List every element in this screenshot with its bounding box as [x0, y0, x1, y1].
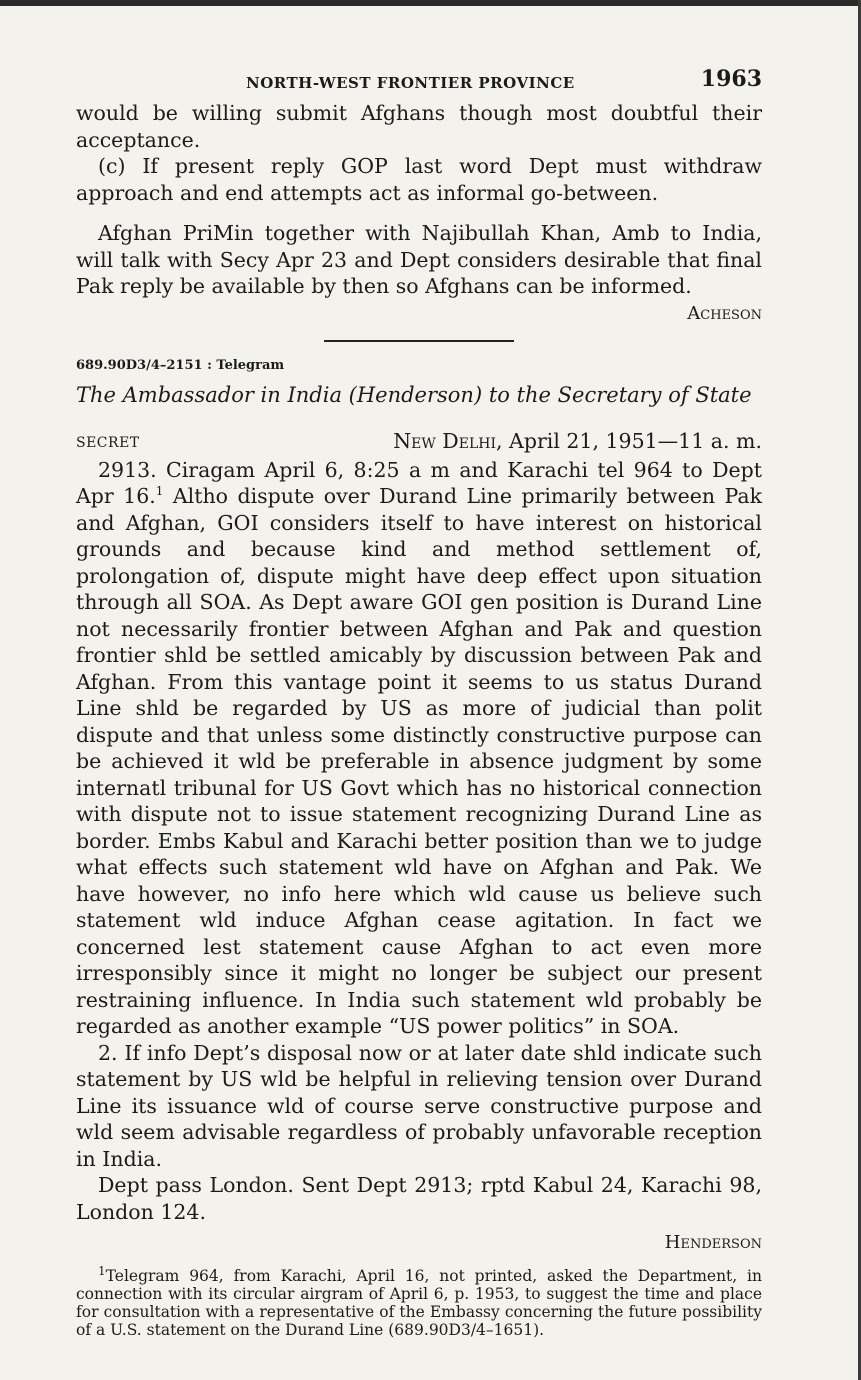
scan-top-edge	[0, 0, 861, 6]
body-paragraph-2: 2. If info Dept’s disposal now or at later date shld indicate such statement by US wld be helpful in relieving tension over Durand Line its issuance wld of course serve constructive purpose and wld seem advisable regardless of probably unfavorable reception in India.	[76, 1040, 762, 1171]
section-divider	[324, 340, 514, 342]
place-name: New Delhi	[393, 428, 496, 453]
page-number: 1963	[700, 66, 762, 92]
footnote-ref: 1	[155, 484, 164, 499]
document-title: The Ambassador in India (Henderson) to the Secretary of State	[76, 382, 752, 407]
signature-henderson: Henderson	[664, 1232, 762, 1253]
continuation-paragraph-3: Afghan PriMin together with Najibullah Khan, Amb to India, will talk with Secy Apr 23 and Dept considers desirable that final Pak reply be available by then so Afghans can be informed.	[76, 221, 762, 298]
signature-acheson: Acheson	[687, 302, 762, 324]
body-paragraph-1-start: 2913. Ciragam April 6, 8:25 a m and Karachi tel 964 to Dept Apr 16.	[76, 457, 762, 508]
dateline	[76, 429, 762, 457]
footnote-text-block	[76, 1263, 762, 1339]
page-header	[76, 60, 762, 100]
running-title: NORTH-WEST FRONTIER PROVINCE	[246, 74, 575, 92]
body-paragraph-1-rest: Altho dispute over Durand Line primarily between Pak and Afghan, GOI considers itself to have interest on historical grounds and because kind and method settlement of, prolongation of, dispute might have deep effect upon situation through all SOA. As Dept aware GOI gen position is Durand Line not necessarily frontier between Afghan and Pak and question frontier shld be settled amicably by discussion between Pak and Afghan. From this vantage point it seems to us status Durand Line shld be regarded by US as more of judicial than polit dispute and that unless some distinctly constructive purpose can be achieved it wld be preferable in absence judgment by some internatl tribunal for US Govt which has no historical connection with dispute not to issue statement recognizing Durand Line as border. Embs Kabul and Karachi better position than we to judge what effects such statement wld have on Afghan and Pak. We have however, no info here which wld cause us believe such statement wld induce Afghan cease agitation. In fact we concerned lest statement cause Afghan to act even more irresponsibly since it might no longer be subject our present restraining influence. In India such statement wld probably be regarded as another example “US power politics” in SOA.	[76, 484, 762, 1038]
continuation-paragraph-2: (c) If present reply GOP last word Dept must withdraw approach and end attempts act as informal go-between.	[76, 154, 762, 205]
continuation-paragraph-1: would be willing submit Afghans though most doubtful their acceptance.	[76, 101, 762, 152]
date-time: , April 21, 1951—11 a. m.	[496, 428, 762, 453]
body-paragraph-3: Dept pass London. Sent Dept 2913; rptd Kabul 24, Karachi 98, London 124.	[76, 1173, 762, 1224]
place-date	[393, 429, 762, 453]
footnote	[76, 1263, 762, 1339]
document-reference: 689.90D3/4–2151 : Telegram	[76, 357, 285, 373]
classification-label: SECRET	[76, 434, 140, 451]
footnote-marker: 1	[98, 1263, 106, 1278]
body-paragraph-1	[76, 457, 762, 1040]
document-page	[76, 60, 762, 1339]
footnote-text: Telegram 964, from Karachi, April 16, not printed, asked the Department, in connection with its circular airgram of April 6, p. 1953, to suggest the time and place for consultation with a representative of the Embassy concerning the future possibility of a U.S. statement on the Durand Line (689.90D3/4–1651).	[76, 1267, 762, 1339]
